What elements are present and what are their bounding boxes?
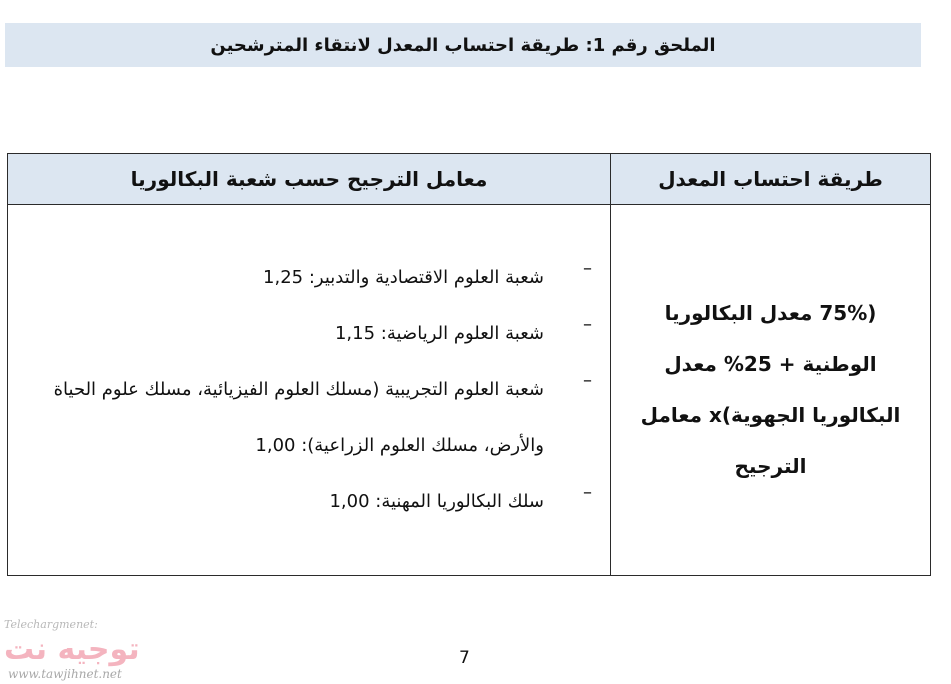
dash-bullet: – xyxy=(583,370,592,391)
table-header-row xyxy=(8,154,931,205)
annex-title-banner xyxy=(5,23,921,67)
coefficients-list xyxy=(38,250,592,530)
method-line: الوطنية + 25% معدل xyxy=(664,352,877,376)
list-item xyxy=(38,306,592,362)
dash-bullet: – xyxy=(583,314,592,335)
dash-bullet: – xyxy=(583,258,592,279)
coefficient-text: شعبة العلوم الاقتصادية والتدبير: 1,25 xyxy=(263,267,544,288)
watermark-url: www.tawjihnet.net xyxy=(8,667,122,681)
average-calculation-table xyxy=(7,153,931,576)
dash-bullet: – xyxy=(583,482,592,503)
method-line: البكالوريا الجهوية)x معامل xyxy=(640,403,901,427)
list-item xyxy=(38,474,592,530)
header-coefficients: معامل الترجيح حسب شعبة البكالوريا xyxy=(8,154,611,205)
table-row xyxy=(8,205,931,576)
coefficient-text: شعبة العلوم الرياضية: 1,15 xyxy=(334,323,544,344)
watermark-logo: توجيه نت xyxy=(4,632,140,667)
list-item xyxy=(38,250,592,306)
annex-title: الملحق رقم 1: طريقة احتساب المعدل لانتقاء المترشحين xyxy=(210,34,716,56)
list-item xyxy=(38,362,592,474)
coefficient-text: شعبة العلوم التجريبية (مسلك العلوم الفيزيائية، مسلك علوم الحياة والأرض، مسلك العلوم الزراعية): 1,00 xyxy=(53,379,544,456)
method-cell xyxy=(611,205,931,576)
method-line: (75% معدل البكالوريا xyxy=(664,301,877,325)
coefficients-cell xyxy=(8,205,611,576)
coefficient-text: سلك البكالوريا المهنية: 1,00 xyxy=(329,491,544,512)
method-line: الترجيح xyxy=(734,454,807,478)
watermark-caption: Telechargmenet: xyxy=(4,618,98,631)
header-method: طريقة احتساب المعدل xyxy=(611,154,931,205)
page-number: 7 xyxy=(459,648,470,668)
